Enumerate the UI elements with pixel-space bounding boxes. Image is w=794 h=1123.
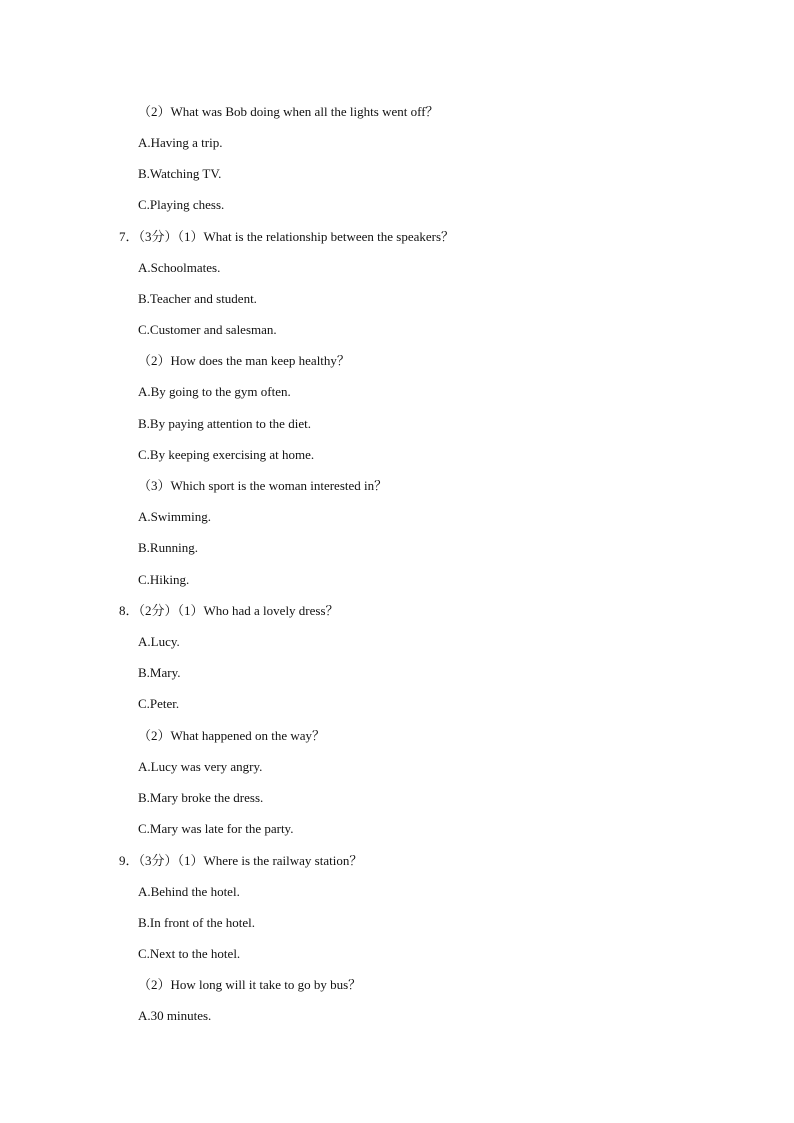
- option-line: B.Watching TV.: [138, 166, 222, 181]
- option-line: C.By keeping exercising at home.: [138, 447, 315, 462]
- question-heading: 9．（3分）（1）Where is the railway station？: [119, 853, 363, 868]
- option-line: A.Lucy was very angry.: [138, 759, 263, 774]
- option-line: A.Having a trip.: [138, 135, 223, 150]
- option-line: C.Mary was late for the party.: [138, 821, 294, 836]
- option-line: C.Peter.: [138, 696, 180, 711]
- option-line: A.Schoolmates.: [138, 260, 221, 275]
- option-line: A.Lucy.: [138, 634, 180, 649]
- option-line: A.30 minutes.: [138, 1008, 212, 1023]
- option-line: B.By paying attention to the diet.: [138, 416, 311, 431]
- option-line: B.In front of the hotel.: [138, 915, 255, 930]
- sub-question: （3）Which sport is the woman interested in？: [138, 478, 388, 493]
- option-line: C.Customer and salesman.: [138, 322, 277, 337]
- option-line: B.Running.: [138, 540, 198, 555]
- sub-question: （2）What was Bob doing when all the lights went off？: [138, 104, 439, 119]
- question-heading: 7．（3分）（1）What is the relationship between the speakers？: [119, 229, 455, 244]
- option-line: C.Next to the hotel.: [138, 946, 241, 961]
- sub-question: （2）What happened on the way？: [138, 728, 326, 743]
- sub-question: （2）How does the man keep healthy？: [138, 353, 350, 368]
- option-line: C.Hiking.: [138, 572, 190, 587]
- option-line: A.Behind the hotel.: [138, 884, 240, 899]
- option-line: B.Mary broke the dress.: [138, 790, 264, 805]
- question-heading: 8．（2分）（1）Who had a lovely dress？: [119, 603, 339, 618]
- option-line: B.Teacher and student.: [138, 291, 257, 306]
- option-line: A.By going to the gym often.: [138, 384, 291, 399]
- option-line: A.Swimming.: [138, 509, 211, 524]
- option-line: B.Mary.: [138, 665, 181, 680]
- sub-question: （2）How long will it take to go by bus？: [138, 977, 362, 992]
- option-line: C.Playing chess.: [138, 197, 225, 212]
